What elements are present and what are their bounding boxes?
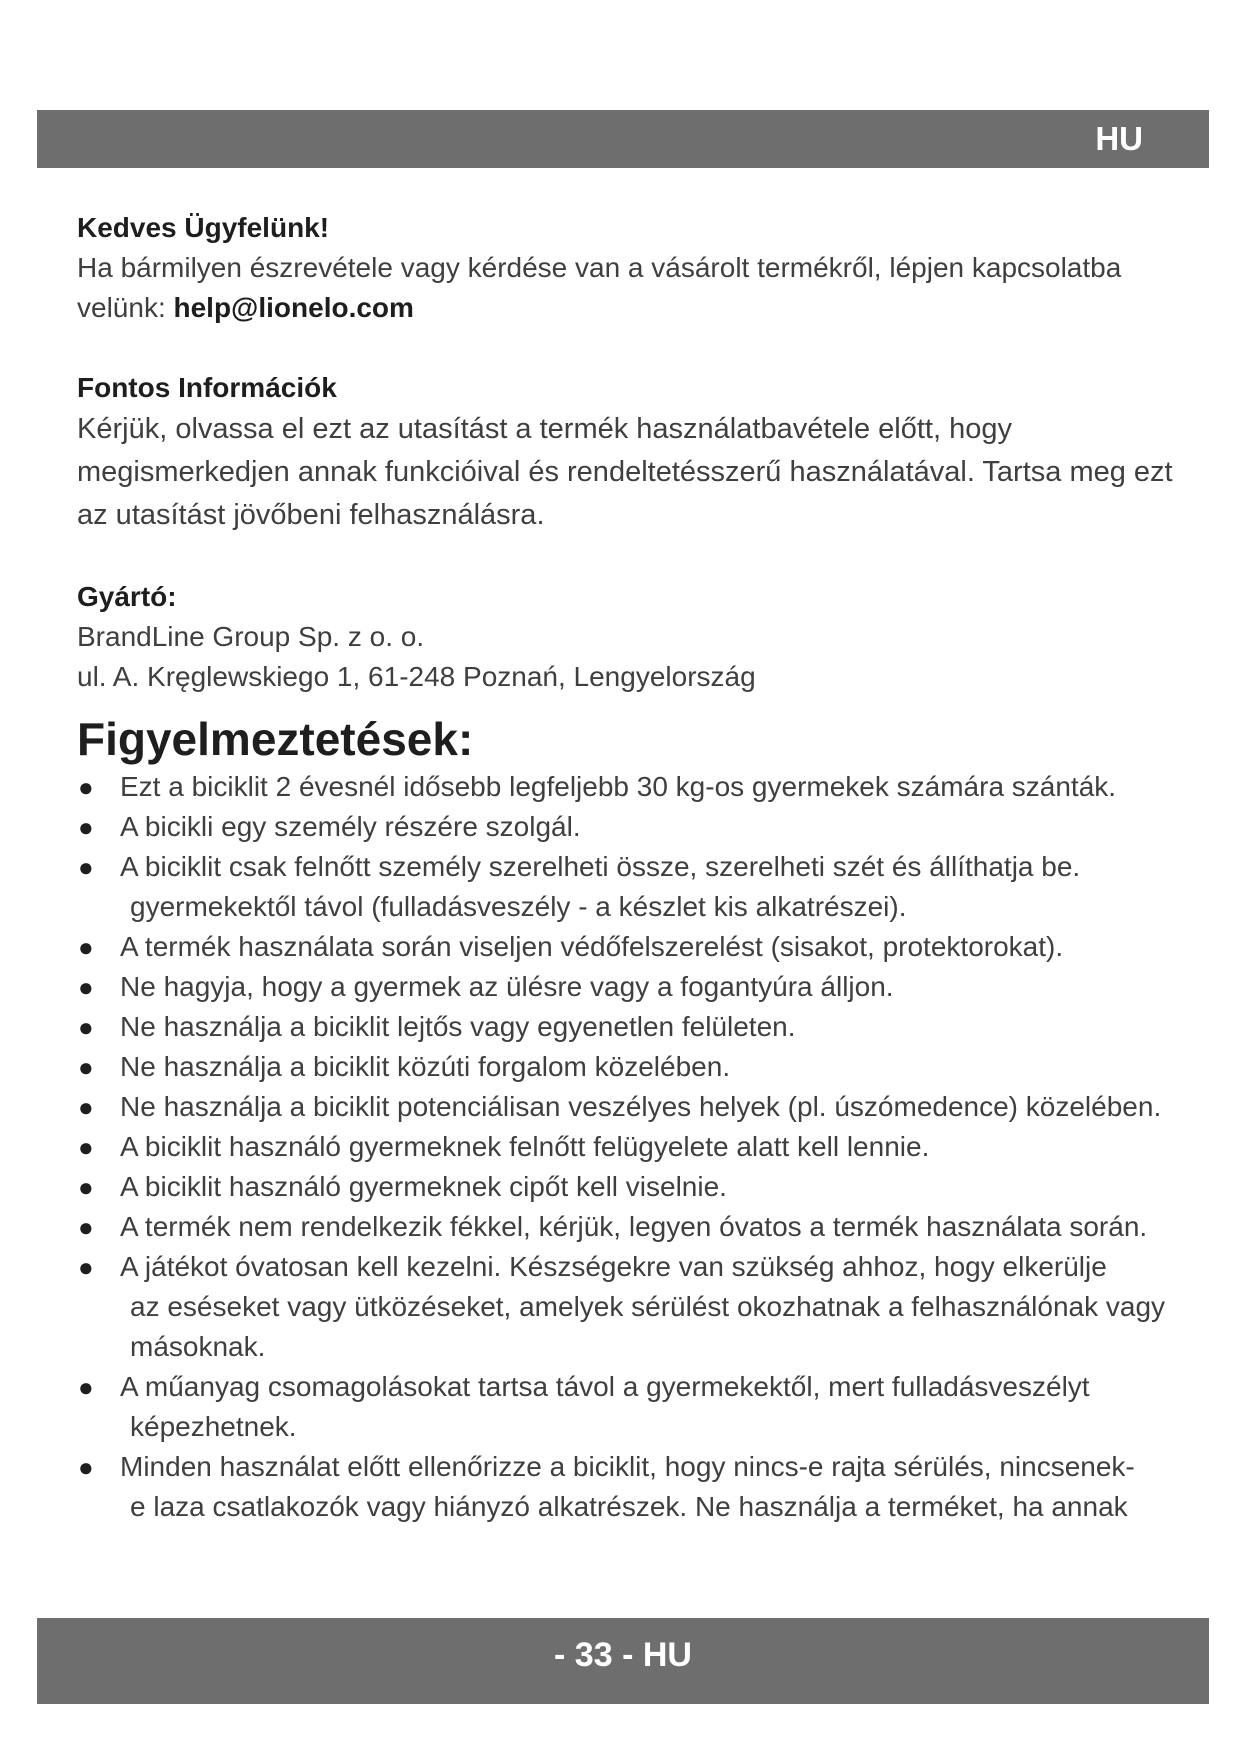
bullet-icon: ● <box>78 972 94 1002</box>
warning-item <box>77 1367 1187 1447</box>
greeting-body: Ha bármilyen észrevétele vagy kérdése van a vásárolt termékről, lépjen kapcsolatba velünk: <box>77 252 1122 323</box>
warning-item <box>77 1447 1187 1527</box>
warning-text: A termék használata során viseljen védőfelszerelést (sisakot, protektorokat). <box>120 931 1064 962</box>
bullet-icon: ● <box>78 1172 94 1202</box>
warning-text: A biciklit használó gyermeknek cipőt kell viselnie. <box>120 1171 727 1202</box>
warning-item <box>77 767 1187 807</box>
support-email: help@lionelo.com <box>173 292 414 323</box>
greeting-title: Kedves Ügyfelünk! <box>77 212 330 243</box>
warnings-title: Figyelmeztetések: <box>77 713 474 765</box>
page-number: - 33 - HU <box>554 1636 692 1674</box>
warning-text: A termék nem rendelkezik fékkel, kérjük, legyen óvatos a termék használata során. <box>120 1211 1148 1242</box>
page-content <box>77 208 1187 1527</box>
important-section <box>77 368 1187 537</box>
warnings-list <box>77 767 1187 1527</box>
bullet-icon: ● <box>78 1452 94 1482</box>
warning-text: A műanyag csomagolásokat tartsa távol a gyermekektől, mert fulladásveszélyt <box>120 1371 1090 1402</box>
bullet-icon: ● <box>78 1212 94 1242</box>
warning-text: A biciklit csak felnőtt személy szerelheti össze, szerelheti szét és állíthatja be. <box>120 851 1081 882</box>
warning-text: A játékot óvatosan kell kezelni. Készségekre van szükség ahhoz, hogy elkerülje <box>120 1251 1107 1282</box>
important-text: Kérjük, olvassa el ezt az utasítást a termék használatbavétele előtt, hogy megismerkedjen annak funkcióival és rendeltetésszerű használatával. Tartsa meg ezt az utasítást jövőbeni felhasználásra. <box>77 413 1173 531</box>
warning-item <box>77 967 1187 1007</box>
warning-text-continued: e laza csatlakozók vagy hiányzó alkatrészek. Ne használja a terméket, ha annak <box>130 1491 1128 1522</box>
warning-item <box>77 927 1187 967</box>
warning-text: A biciklit használó gyermeknek felnőtt felügyelete alatt kell lennie. <box>120 1131 930 1162</box>
bullet-icon: ● <box>78 1372 94 1402</box>
footer-bar <box>37 1618 1209 1704</box>
warning-text: Ne hagyja, hogy a gyermek az ülésre vagy a fogantyúra álljon. <box>120 971 894 1002</box>
warning-item <box>77 847 1187 927</box>
warning-text-continued: gyermekektől távol (fulladásveszély - a készlet kis alkatrészei). <box>130 891 907 922</box>
warning-text: Ne használja a biciklit lejtős vagy egyenetlen felületen. <box>120 1011 796 1042</box>
manufacturer-name: BrandLine Group Sp. z o. o. <box>77 621 425 652</box>
bullet-icon: ● <box>78 1252 94 1282</box>
bullet-icon: ● <box>78 1132 94 1162</box>
bullet-icon: ● <box>78 932 94 962</box>
warning-item <box>77 1207 1187 1247</box>
warning-text: Minden használat előtt ellenőrizze a biciklit, hogy nincs-e rajta sérülés, nincsenek- <box>120 1451 1135 1482</box>
bullet-icon: ● <box>78 812 94 842</box>
warning-text-continued: képezhetnek. <box>130 1411 297 1442</box>
warning-text: A bicikli egy személy részére szolgál. <box>120 811 581 842</box>
warning-text: Ne használja a biciklit potenciálisan veszélyes helyek (pl. úszómedence) közelében. <box>120 1091 1162 1122</box>
bullet-icon: ● <box>78 1012 94 1042</box>
warning-item <box>77 1247 1187 1367</box>
language-code: HU <box>1095 120 1143 157</box>
warning-text-continued: az eséseket vagy ütközéseket, amelyek sérülést okozhatnak a felhasználónak vagy másoknak. <box>130 1291 1166 1362</box>
warning-text: Ne használja a biciklit közúti forgalom közelében. <box>120 1051 731 1082</box>
bullet-icon: ● <box>78 1092 94 1122</box>
header-bar <box>37 110 1209 168</box>
warning-item <box>77 1127 1187 1167</box>
warning-item <box>77 1167 1187 1207</box>
bullet-icon: ● <box>78 852 94 882</box>
warning-item <box>77 1007 1187 1047</box>
warning-item <box>77 1087 1187 1127</box>
greeting-section <box>77 208 1187 328</box>
warning-item <box>77 1047 1187 1087</box>
manufacturer-section <box>77 577 1187 697</box>
warning-item <box>77 807 1187 847</box>
greeting-text <box>77 248 1187 328</box>
bullet-icon: ● <box>78 1052 94 1082</box>
bullet-icon: ● <box>78 772 94 802</box>
warning-text: Ezt a biciklit 2 évesnél idősebb legfeljebb 30 kg-os gyermekek számára szánták. <box>120 771 1117 802</box>
important-title: Fontos Információk <box>77 372 337 403</box>
manufacturer-title: Gyártó: <box>77 581 177 612</box>
manufacturer-address: ul. A. Kręglewskiego 1, 61-248 Poznań, Lengyelország <box>77 661 756 692</box>
